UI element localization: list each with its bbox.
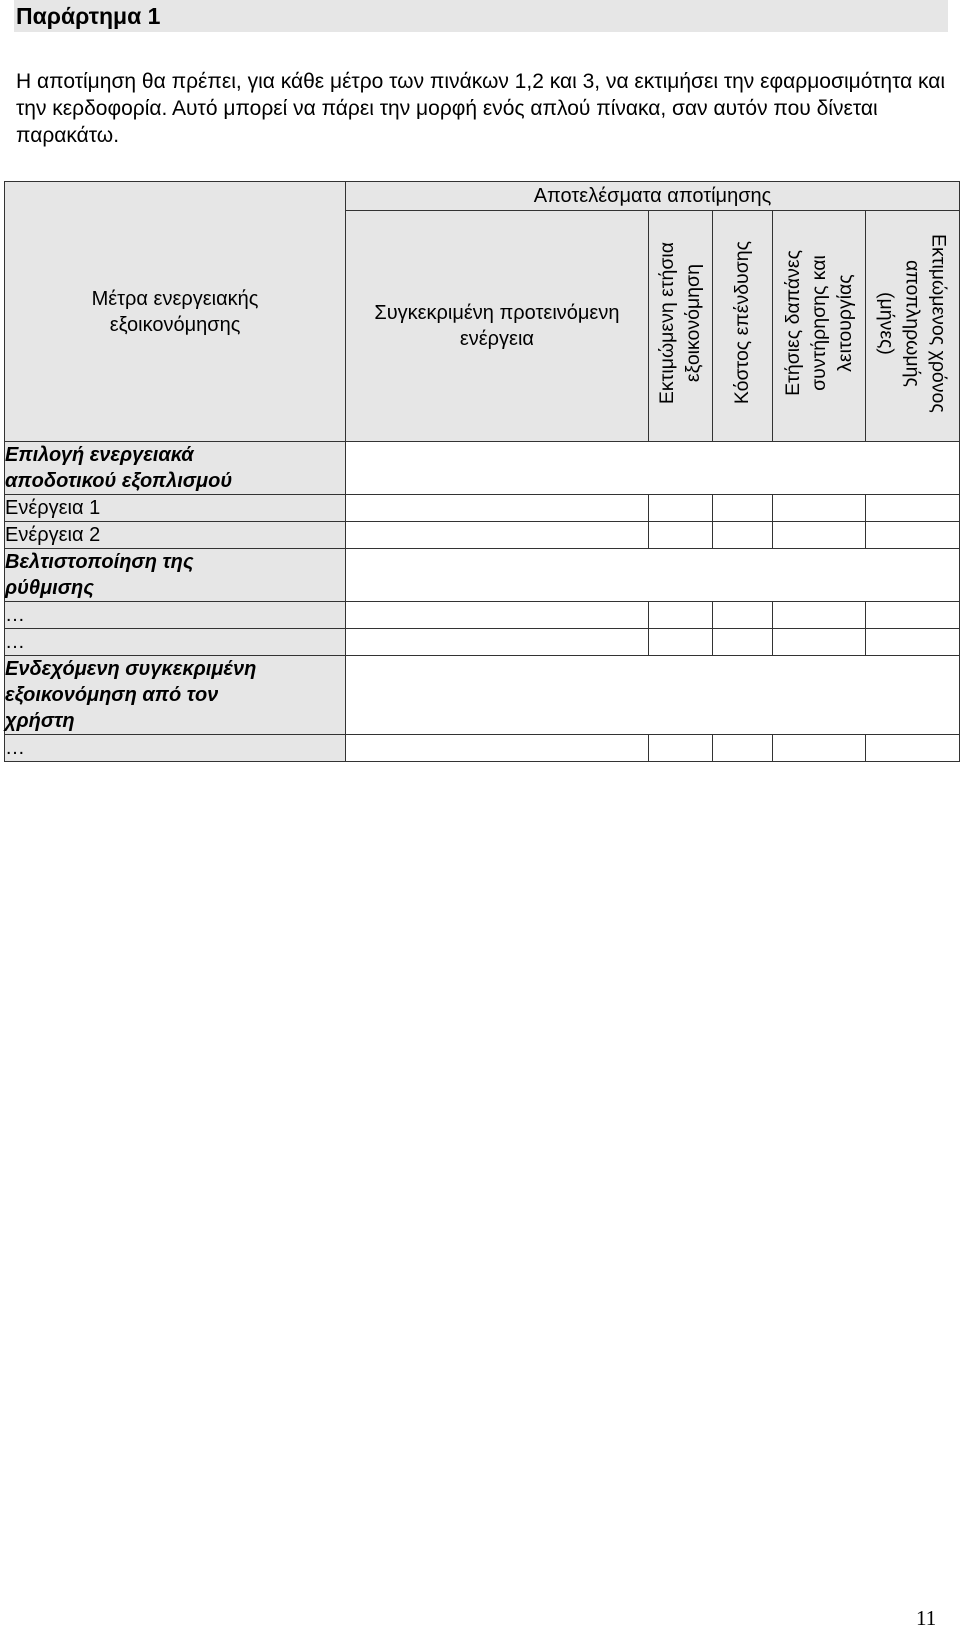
table-row [5, 522, 960, 549]
maintenance-header [773, 211, 866, 442]
results-header [346, 182, 960, 211]
maintenance-header-line3: λειτουργίας [834, 274, 857, 372]
maintenance-header-label [780, 250, 858, 396]
table-cell[interactable] [346, 549, 960, 602]
maintenance-header-line1: Ετήσιες δαπάνες [782, 250, 805, 396]
row-label [5, 656, 346, 735]
table-cell[interactable] [346, 656, 960, 735]
row-label [5, 629, 346, 656]
row-label-line: … [5, 737, 25, 759]
table-cell[interactable] [866, 629, 960, 656]
table-cell[interactable] [773, 602, 866, 629]
table-cell[interactable] [773, 522, 866, 549]
savings-header-line1: Εκτιμώμενη ετήσια [656, 241, 679, 405]
intro-paragraph: Η αποτίμηση θα πρέπει, για κάθε μέτρο των πινάκων 1,2 και 3, να εκτιμήσει την εφαρμοσιμότητα και την κερδοφορία. Αυτό μπορεί να πάρει την μορφή ενός απλού πίνακα, σαν αυτόν που δίνεται παρακάτω. [16, 70, 946, 147]
page-number: 11 [916, 1606, 937, 1630]
measures-header-label: Μέτρα ενεργειακής εξοικονόμησης [91, 287, 259, 336]
savings-header-label [654, 242, 706, 404]
savings-header-line2: εξοικονόμηση [682, 264, 705, 382]
measures-header [5, 182, 346, 442]
payback-header-line1: Εκτιμώμενος χρόνος [927, 233, 950, 413]
table-cell[interactable] [866, 735, 960, 762]
results-header-label: Αποτελέσματα αποτίμησης [533, 185, 772, 207]
payback-header-label [874, 234, 952, 413]
appendix-title: Παράρτημα 1 [16, 3, 161, 29]
cost-header [712, 211, 772, 442]
table-row [5, 495, 960, 522]
table-cell[interactable] [346, 735, 649, 762]
maintenance-header-line2: συντήρησης και [808, 255, 831, 391]
table-cell[interactable] [712, 495, 772, 522]
table-row [5, 629, 960, 656]
row-label-line: … [5, 631, 25, 653]
table-cell[interactable] [712, 602, 772, 629]
row-label-line: Ενδεχόμενη συγκεκριμένη [5, 658, 257, 680]
table-cell[interactable] [648, 735, 712, 762]
table-cell[interactable] [648, 495, 712, 522]
row-label-line: Ενέργεια 1 [5, 497, 101, 519]
payback-header [866, 211, 960, 442]
table-cell[interactable] [773, 735, 866, 762]
table-row [5, 735, 960, 762]
table-cell[interactable] [648, 522, 712, 549]
table-cell[interactable] [773, 629, 866, 656]
table-cell[interactable] [866, 495, 960, 522]
table-cell[interactable] [346, 495, 649, 522]
table-cell[interactable] [346, 629, 649, 656]
row-label [5, 522, 346, 549]
table-cell[interactable] [346, 602, 649, 629]
table-row [5, 442, 960, 495]
action-header [346, 211, 649, 442]
row-label-line: χρήστη [5, 710, 75, 732]
table-cell[interactable] [712, 629, 772, 656]
table-cell[interactable] [648, 602, 712, 629]
table-row [5, 602, 960, 629]
table-cell[interactable] [773, 495, 866, 522]
payback-header-line2: αποπληρωμής [901, 259, 924, 387]
table-row [5, 549, 960, 602]
table-cell[interactable] [866, 602, 960, 629]
row-label-line: ρύθμισης [5, 577, 94, 599]
row-label [5, 602, 346, 629]
row-label-line: αποδοτικού εξοπλισμού [5, 470, 233, 492]
row-label-line: Ενέργεια 2 [5, 524, 101, 546]
row-label [5, 735, 346, 762]
row-label-line: Επιλογή ενεργειακά [5, 444, 194, 466]
row-label [5, 549, 346, 602]
row-label [5, 442, 346, 495]
table-cell[interactable] [346, 522, 649, 549]
cost-header-label: Κόστος επένδυσης [731, 241, 754, 405]
table-cell[interactable] [712, 522, 772, 549]
evaluation-table [4, 181, 960, 762]
table-cell[interactable] [648, 629, 712, 656]
row-label [5, 495, 346, 522]
action-header-label: Συγκεκριμένη προτεινόμενη ενέργεια [374, 302, 620, 350]
payback-header-line3: (μήνες) [875, 291, 898, 355]
savings-header [648, 211, 712, 442]
table-cell[interactable] [712, 735, 772, 762]
table-row [5, 656, 960, 735]
table-cell[interactable] [866, 522, 960, 549]
row-label-line: εξοικονόμηση από τον [5, 684, 219, 706]
row-label-line: … [5, 604, 25, 626]
row-label-line: Βελτιστοποίηση της [5, 551, 194, 573]
table-cell[interactable] [346, 442, 960, 495]
